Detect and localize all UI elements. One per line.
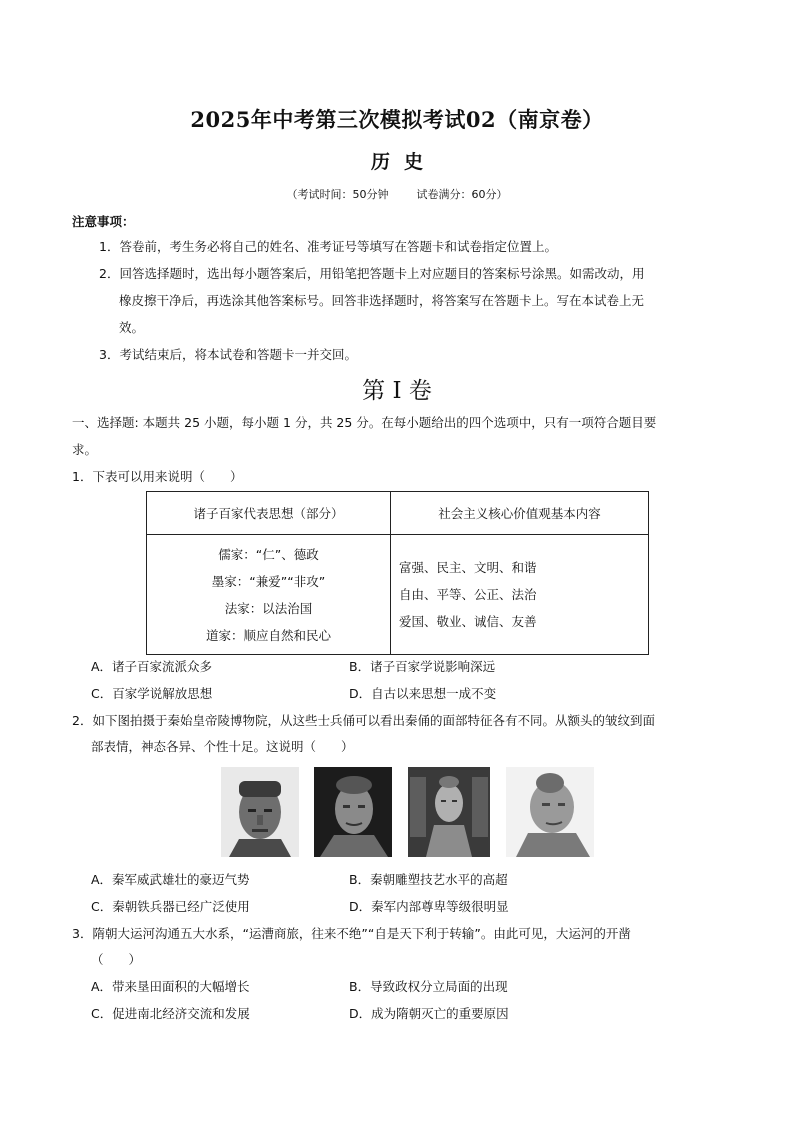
q1-option-b[interactable]: B．诸子百家学说影响深远 [349,659,496,674]
exam-title: 2025年中考第三次模拟考试02（南京卷） [190,107,604,132]
question-2-stem: 2．如下图拍摄于秦始皇帝陵博物院，从这些士兵俑可以看出秦俑的面部特征各有不同。从额头的皱纹到面 [72,713,655,728]
subject-title: 历史 [370,151,437,173]
q2-option-d[interactable]: D．秦军内部尊卑等级很明显 [349,899,509,914]
question-3-stem: 3．隋朝大运河沟通五大水系，“运漕商旅，往来不绝”“自是天下利于转输”。由此可见，大运河的开凿 [72,926,631,941]
table-right-line: 爱国、敬业、诚信、友善 [399,614,537,629]
question-1-stem: 1．下表可以用来说明（ ） [72,469,243,484]
section-instruction-cont: 求。 [72,442,98,457]
question-1-table [146,491,649,655]
terracotta-warrior-photo-4 [506,767,594,857]
table-right-line: 自由、平等、公正、法治 [399,587,537,602]
q3-option-b[interactable]: B．导致政权分立局面的出现 [349,979,508,994]
notice-heading: 注意事项： [72,214,135,229]
q3-option-c[interactable]: C．促进南北经济交流和发展 [91,1006,250,1021]
exam-time: （考试时间：50分钟 [286,188,389,201]
q1-option-d[interactable]: D．自古以来思想一成不变 [349,686,497,701]
table-cell-left [147,535,391,655]
table-header-left: 诸子百家代表思想（部分） [147,492,391,535]
terracotta-warrior-photo-1 [221,767,299,857]
q1-option-c[interactable]: C．百家学说解放思想 [91,686,213,701]
table-left-line: 法家：以法治国 [224,600,313,616]
table-left-line: 道家：顺应自然和民心 [205,627,331,643]
q2-option-b[interactable]: B．秦朝雕塑技艺水平的高超 [349,872,508,887]
notice-item-2-cont: 橡皮擦干净后，再选涂其他答案标号。回答非选择题时，将答案写在答题卡上。写在本试卷上无 [119,293,645,308]
notice-item-3: 3．考试结束后，将本试卷和答题卡一并交回。 [99,347,357,362]
exam-score: 试卷满分：60分） [416,188,508,201]
q1-option-a[interactable]: A．诸子百家流派众多 [91,659,213,674]
q2-option-c[interactable]: C．秦朝铁兵器已经广泛使用 [91,899,250,914]
q2-option-a[interactable]: A．秦军威武雄壮的豪迈气势 [91,872,250,887]
q3-option-a[interactable]: A．带来垦田面积的大幅增长 [91,979,250,994]
terracotta-warrior-photo-2 [314,767,392,857]
table-right-line: 富强、民主、文明、和谐 [399,560,537,575]
q3-option-d[interactable]: D．成为隋朝灭亡的重要原因 [349,1006,509,1021]
table-left-line: 墨家：“兼爱”“非攻” [211,573,326,589]
exam-meta [0,186,794,202]
section-title: 第 I 卷 [362,378,432,404]
notice-item-2: 2．回答选择题时，选出每小题答案后，用铅笔把答题卡上对应题目的答案标号涂黑。如需改动，用 [99,266,645,281]
terracotta-warrior-photo-3 [408,767,490,857]
question-3-stem-cont: （ ） [91,952,142,967]
notice-item-1: 1．答卷前，考生务必将自己的姓名、准考证号等填写在答题卡和试卷指定位置上。 [99,239,557,254]
table-cell-right [391,535,649,655]
table-header-right: 社会主义核心价值观基本内容 [391,492,649,535]
section-instruction: 一、选择题: 本题共 25 小题，每小题 1 分，共 25 分。在每小题给出的四个选项中，只有一项符合题目要 [72,415,657,430]
question-2-stem-cont: 部表情，神态各异、个性十足。这说明（ ） [91,739,354,754]
table-left-line: 儒家：“仁”、德政 [218,546,319,562]
notice-item-2-end: 效。 [119,320,145,335]
